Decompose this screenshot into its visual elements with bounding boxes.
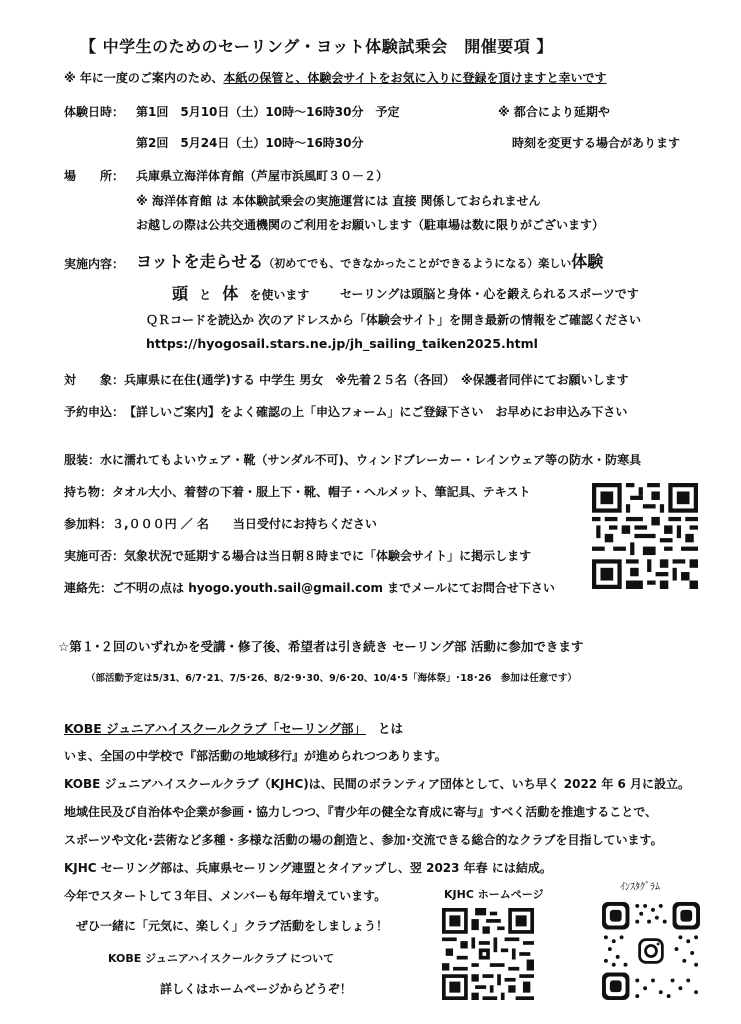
fee-label: 参加料： [64,517,113,531]
belongings-line [64,483,530,500]
content-label: 実施内容： [64,257,125,271]
schedule-first: 第1回 5月10日（土）10時～16時30分 予定 [136,105,400,119]
kjhc-paragraph-2: KOBE ジュニアハイスクールクラブ（KJHC)は、民間のボランティア団体として、いち早く 2022 年 6 月に設立。 [64,777,691,791]
fee-value: ３,０００円 ／ 名 当日受付にお持ちください [112,517,377,531]
kjhc-paragraph-4: スポーツや文化･芸術など多種・多様な活動の場の創造と、参加･交流できる総合的なクラブを目指しています。 [64,833,663,847]
content-big-1: ヨットを走らせる [136,252,264,271]
sailing-text: セーリングは頭脳と身体・心を鍛えられるスポーツです [340,287,639,301]
content-big-2: 体験 [571,252,604,271]
belongings-value: タオル大小、着替の下着・服上下・靴、帽子・ヘルメット、筆記具、テキスト [112,485,531,499]
contact-line [64,579,555,596]
reservation-label: 予約申込： [64,405,125,419]
page-title: 【 中学生のためのセーリング・ヨット体験試乗会 開催要項 】 [80,37,553,56]
venue-note-1: ※ 海洋体育館 は 本体験試乗会の実施運営には 直接 関係しておられません [136,194,541,208]
kjhc-heading-suffix: とは [378,721,404,736]
decision-value: 気象状況で延期する場合は当日朝８時までに「体験会サイト」に掲示します [124,549,532,563]
site-url[interactable]: https://hyogosail.stars.ne.jp/jh_sailing_taiken2025.html [146,336,538,351]
head-body-line [172,281,309,304]
kjhc-paragraph-8: KOBE ジュニアハイスクールクラブ について [108,952,335,965]
club-schedule: （部活動予定は5/31、6/7･21、7/5･26、8/2･9･30、9/6･20、10/4･5「海体祭」･18･26 参加は任意です） [86,673,577,684]
kjhc-heading-line [64,719,403,737]
kjhc-paragraph-5: KJHC セーリング部は、兵庫県セーリング連盟とタイアップし、翌 2023 年春 には結成。 [64,861,552,875]
content-line [136,249,603,272]
schedule-note-1: ※ 都合により延期や [498,105,610,119]
instagram-qr-code[interactable] [602,902,700,1000]
notice-underlined: 本紙の保管と、体験会サイトをお気に入りに登録を頂けますと幸いです [223,71,607,85]
schedule-note-2: 時刻を変更する場合があります [512,136,681,150]
clothing-label: 服装： [64,453,101,467]
homepage-qr-icon [442,908,534,1000]
kjhc-paragraph-9: 詳しくはホームページからどうぞ！ [160,982,352,996]
venue-label: 場 所： [64,169,125,183]
clothing-line [64,451,641,468]
use-word: を使います [249,288,310,302]
site-qr-icon [592,483,698,589]
site-qr-code[interactable] [592,483,698,589]
schedule-second: 第2回 5月24日（土）10時～16時30分 [136,136,364,150]
body-word: 体 [222,284,239,303]
instagram-label: ｲﾝｽﾀｸﾞﾗﾑ [620,882,660,893]
schedule-label: 体験日時： [64,105,125,119]
kjhc-paragraph-3: 地域住民及び自治体や企業が参画・協力しつつ、『青少年の健全な育成に寄与』すべく活動を推進することで、 [64,805,658,819]
target-label: 対 象： [64,373,125,387]
club-notice: ☆第１･２回のいずれかを受講・修了後、希望者は引き続き セーリング部 活動に参加できます [58,639,584,654]
decision-line [64,547,531,564]
notice-line [64,69,607,86]
clothing-value: 水に濡れてもよいウェア・靴（サンダル不可)、ウィンドブレーカー・レインウェア等の防水・防寒具 [100,453,642,467]
kjhc-heading: KOBE ジュニアハイスクールクラブ「セーリング部」 [64,721,367,736]
kjhc-paragraph-1: いま、全国の中学校で『部活動の地域移行』が進められつつあります。 [64,749,447,763]
kjhc-paragraph-6: 今年でスタートして３年目、メンバーも毎年増えています。 [64,889,387,903]
fee-line [64,515,377,532]
decision-label: 実施可否： [64,549,125,563]
kjhc-paragraph-7: ぜひ一緒に「元気に、楽しく」クラブ活動をしましょう！ [76,919,389,933]
head-word: 頭 [172,284,189,303]
notice-prefix: ※ 年に一度のご案内のため、 [64,71,224,85]
target-value: 兵庫県に在住(通学)する 中学生 男女 ※先着２５名（各回） ※保護者同伴にてお願いします [124,373,629,387]
to-word: と [199,288,212,302]
belongings-label: 持ち物： [64,485,113,499]
content-mid: （初めてでも、できなかったことができるようになる）楽しい [263,257,572,270]
homepage-qr-code[interactable] [442,908,534,1000]
qr-instruction: ＱＲコードを読込か 次のアドレスから「体験会サイト」を開き最新の情報をご確認ください [146,313,641,327]
contact-label: 連絡先： [64,581,113,595]
reservation-value: 【詳しいご案内】をよく確認の上「申込フォーム」にご登録下さい お早めにお申込み下さい [124,405,628,419]
contact-value: ご不明の点は hyogo.youth.sail@gmail.com までメールにてお問合せ下さい [112,581,555,595]
homepage-label: KJHC ホームページ [444,888,544,901]
venue-value: 兵庫県立海洋体育館（芦屋市浜風町３０－２） [136,169,389,183]
instagram-qr-icon [602,902,700,1000]
venue-note-2: お越しの際は公共交通機関のご利用をお願いします（駐車場は数に限りがございます） [136,218,605,232]
